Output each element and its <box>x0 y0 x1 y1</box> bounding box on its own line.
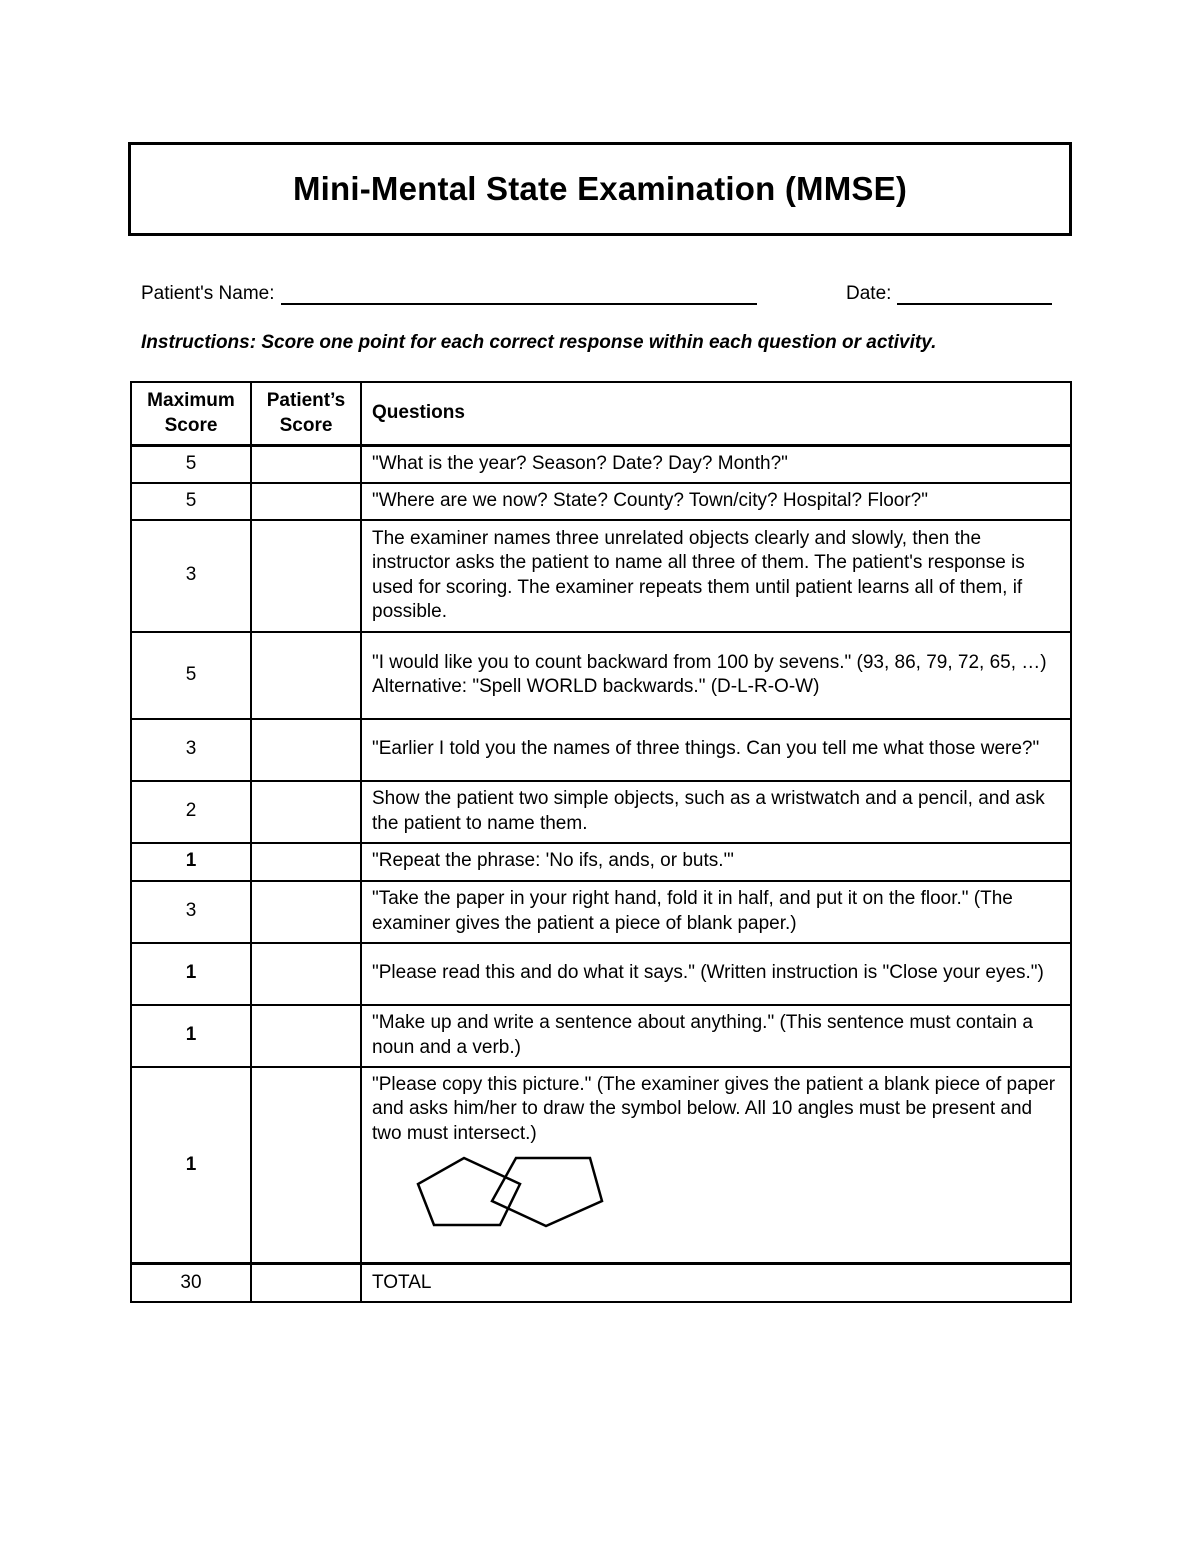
patient-score-cell[interactable] <box>251 446 361 483</box>
total-row <box>131 1264 1071 1302</box>
table-row <box>131 781 1071 843</box>
max-score-cell: 2 <box>131 781 251 843</box>
page-title: Mini-Mental State Examination (MMSE) <box>292 170 908 207</box>
max-score-cell: 3 <box>131 881 251 943</box>
question-text: "I would like you to count backward from 100 by sevens." (93, 86, 79, 72, 65, …) <box>372 651 1047 673</box>
date-label: Date: <box>846 283 892 304</box>
question-cell: The examiner names three unrelated objects clearly and slowly, then the instructor asks the patient to name all three of them. The patient's response is used for scoring. The examiner repeats them until patient learns all of them, if possible. <box>361 520 1071 632</box>
max-score-cell: 5 <box>131 446 251 483</box>
table-row <box>131 881 1071 943</box>
header-questions: Questions <box>361 382 1071 446</box>
patient-score-cell[interactable] <box>251 1005 361 1067</box>
table-row <box>131 1067 1071 1264</box>
question-text: "Please copy this picture." (The examiner gives the patient a blank piece of paper and asks him/her to draw the symbol below. All 10 angles must be present and two must intersect.) <box>372 1073 1056 1144</box>
patient-score-cell[interactable] <box>251 881 361 943</box>
patient-score-cell[interactable] <box>251 943 361 1005</box>
patient-name-label: Patient's Name: <box>141 283 275 304</box>
table-row <box>131 632 1071 719</box>
header-patient-score: Patient’s Score <box>251 382 361 446</box>
patient-score-cell[interactable] <box>251 719 361 781</box>
question-cell: "Please read this and do what it says." (Written instruction is "Close your eyes.") <box>361 943 1071 1005</box>
intersecting-pentagons-figure <box>406 1156 606 1232</box>
patient-score-cell[interactable] <box>251 781 361 843</box>
question-cell: "What is the year? Season? Date? Day? Month?" <box>361 446 1071 483</box>
left-pentagon-shape <box>418 1158 520 1225</box>
max-score-cell: 1 <box>131 843 251 881</box>
table-row <box>131 446 1071 483</box>
max-score-cell: 5 <box>131 632 251 719</box>
table-row <box>131 719 1071 781</box>
total-label: TOTAL <box>361 1264 1071 1302</box>
max-score-cell: 1 <box>131 943 251 1005</box>
date-line[interactable] <box>897 283 1052 305</box>
patient-name-field <box>141 283 757 305</box>
patient-score-cell[interactable] <box>251 1067 361 1264</box>
question-cell: "Where are we now? State? County? Town/city? Hospital? Floor?" <box>361 483 1071 520</box>
instructions: Instructions: Score one point for each correct response within each question or activity. <box>141 332 937 353</box>
header-max-score: Maximum Score <box>131 382 251 446</box>
table-row <box>131 483 1071 520</box>
patient-score-cell[interactable] <box>251 632 361 719</box>
question-cell: "Earlier I told you the names of three things. Can you tell me what those were?" <box>361 719 1071 781</box>
max-score-cell: 3 <box>131 520 251 632</box>
right-pentagon-shape <box>492 1158 602 1226</box>
max-score-cell: 1 <box>131 1005 251 1067</box>
date-field <box>846 283 1052 305</box>
patient-score-cell[interactable] <box>251 520 361 632</box>
table-row <box>131 520 1071 632</box>
mmse-table <box>130 381 1072 1303</box>
table-row <box>131 943 1071 1005</box>
patient-name-line[interactable] <box>281 283 757 305</box>
question-cell: "Repeat the phrase: 'No ifs, ands, or buts.'" <box>361 843 1071 881</box>
question-cell: "Take the paper in your right hand, fold it in half, and put it on the floor." (The examiner gives the patient a piece of blank paper.) <box>361 881 1071 943</box>
patient-score-cell[interactable] <box>251 843 361 881</box>
table-header-row <box>131 382 1071 446</box>
table-row <box>131 843 1071 881</box>
question-cell: "Make up and write a sentence about anything." (This sentence must contain a noun and a verb.) <box>361 1005 1071 1067</box>
question-cell <box>361 632 1071 719</box>
max-score-cell: 1 <box>131 1067 251 1264</box>
max-score-cell: 3 <box>131 719 251 781</box>
total-max-score: 30 <box>131 1264 251 1302</box>
table-row <box>131 1005 1071 1067</box>
title-box <box>128 142 1072 236</box>
alternative-text: Alternative: "Spell WORLD backwards." (D-L-R-O-W) <box>372 676 820 697</box>
question-cell: Show the patient two simple objects, such as a wristwatch and a pencil, and ask the patient to name them. <box>361 781 1071 843</box>
question-cell <box>361 1067 1071 1264</box>
max-score-cell: 5 <box>131 483 251 520</box>
patient-score-cell[interactable] <box>251 483 361 520</box>
total-patient-score-cell[interactable] <box>251 1264 361 1302</box>
